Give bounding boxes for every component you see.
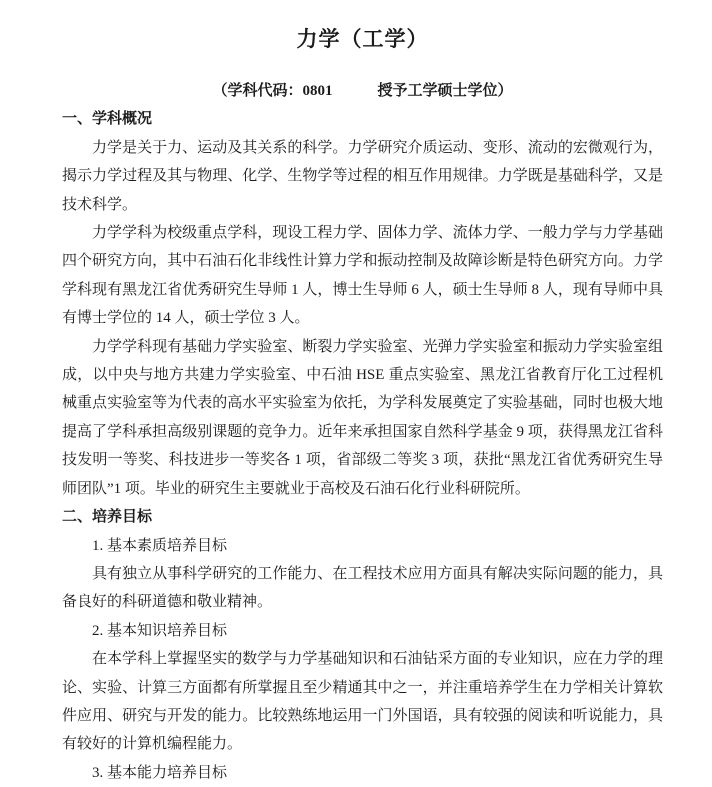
- section-heading-goals: 二、培养目标: [62, 509, 153, 526]
- paragraph-overview-2: 力学学科为校级重点学科，现设工程力学、固体力学、流体力学、一般力学与力学基础四个研究方向，其中石油石化非线性计算力学和振动控制及故障诊断是特色研究方向。力学学科现有黑龙江省优秀研究生导师 1 人，博士生导师 6 人，硕士生导师 8 人，现有导师中具有博士学位的 14 人，硕士学位 3 人。: [62, 225, 663, 327]
- goal-item-2-body: 在本学科上掌握坚实的数学与力学基础知识和石油钻采方面的专业知识，应在力学的理论、实验、计算三方面都有所掌握且至少精通其中之一，并注重培养学生在力学相关计算软件应用、研究与开发的能力。比较熟练地运用一门外国语，具有较强的阅读和听说能力，具有较好的计算机编程能力。: [62, 651, 663, 753]
- paragraph-overview-1: 力学是关于力、运动及其关系的科学。力学研究介质运动、变形、流动的宏微观行为，揭示力学过程及其与物理、化学、生物学等过程的相互作用规律。力学既是基础科学，又是技术科学。: [62, 139, 663, 213]
- goal-item-3-label: 3. 基本能力培养目标: [92, 764, 228, 781]
- goal-item-1-body: 具有独立从事科学研究的工作能力、在工程技术应用方面具有解决实际问题的能力，具备良好的科研道德和敬业精神。: [62, 565, 663, 611]
- section-heading-overview: 一、学科概况: [62, 111, 153, 128]
- goal-item-1-label: 1. 基本素质培养目标: [92, 537, 228, 554]
- document-title: 力学（工学）: [296, 27, 429, 51]
- document-subtitle: （学科代码：0801 授予工学硕士学位）: [212, 83, 513, 99]
- paragraph-overview-3: 力学学科现有基础力学实验室、断裂力学实验室、光弹力学实验室和振动力学实验室组成，以中央与地方共建力学实验室、中石油 HSE 重点实验室、黑龙江省教育厅化工过程机械重点实验室等为代表的高水平实验室为依托，为学科发展奠定了实验基础，同时也极大地提高了学科承担高级别课题的竞争力。近年来承担国家自然科学基金 9 项，获得黑龙江省科技发明一等奖、科技进步一等奖各 1 项，省部级二等奖 3 项，获批“黑龙江省优秀研究生导师团队”1 项。毕业的研究生主要就业于高校及石油石化行业科研院所。: [62, 338, 663, 497]
- goal-item-2-label: 2. 基本知识培养目标: [92, 622, 228, 639]
